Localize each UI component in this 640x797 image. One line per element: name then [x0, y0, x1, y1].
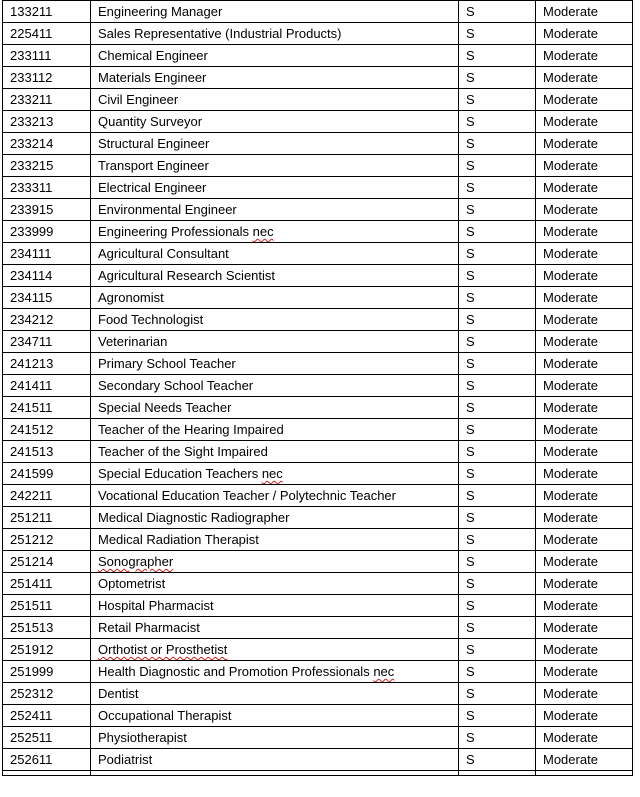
availability-cell: Moderate — [536, 529, 633, 551]
occupation-title-cell: Teacher of the Sight Impaired — [91, 441, 459, 463]
occupation-code-cell: 233111 — [3, 45, 91, 67]
availability-cell: Moderate — [536, 683, 633, 705]
occupation-title-cell: Agricultural Consultant — [91, 243, 459, 265]
list-flag-cell: S — [459, 23, 536, 45]
availability-cell: Moderate — [536, 397, 633, 419]
occupation-code-cell: 234114 — [3, 265, 91, 287]
availability-cell: Moderate — [536, 243, 633, 265]
list-flag-cell: S — [459, 705, 536, 727]
occupation-code-cell: 251411 — [3, 573, 91, 595]
availability-cell: Moderate — [536, 353, 633, 375]
list-flag-cell: S — [459, 45, 536, 67]
occupation-title-cell: Special Needs Teacher — [91, 397, 459, 419]
list-flag-cell: S — [459, 309, 536, 331]
list-flag-cell: S — [459, 397, 536, 419]
availability-cell: Moderate — [536, 221, 633, 243]
availability-cell: Moderate — [536, 375, 633, 397]
table-row — [3, 771, 633, 776]
table-row — [3, 287, 633, 309]
availability-cell: Moderate — [536, 89, 633, 111]
list-flag-cell: S — [459, 287, 536, 309]
table-row — [3, 265, 633, 287]
occupation-code-cell: 252312 — [3, 683, 91, 705]
occupation-code-cell: 233915 — [3, 199, 91, 221]
occupation-title-cell: Health Diagnostic and Promotion Professionals nec — [91, 661, 459, 683]
table-row — [3, 749, 633, 771]
list-flag-cell: S — [459, 485, 536, 507]
occupation-title-cell: Materials Engineer — [91, 67, 459, 89]
occupation-code-cell: 251999 — [3, 661, 91, 683]
list-flag-cell: S — [459, 375, 536, 397]
list-flag-cell: S — [459, 221, 536, 243]
occupation-code-cell: 252611 — [3, 749, 91, 771]
list-flag-cell: S — [459, 529, 536, 551]
table-row — [3, 485, 633, 507]
occupation-title-cell: Primary School Teacher — [91, 353, 459, 375]
table-row — [3, 177, 633, 199]
occupation-code-cell: 241511 — [3, 397, 91, 419]
table-row — [3, 111, 633, 133]
occupation-title-cell: Special Education Teachers nec — [91, 463, 459, 485]
occupation-title-cell: Chemical Engineer — [91, 45, 459, 67]
availability-cell: Moderate — [536, 485, 633, 507]
occupation-code-cell: 251511 — [3, 595, 91, 617]
occupation-code-cell: 241411 — [3, 375, 91, 397]
list-flag-cell: S — [459, 683, 536, 705]
occupation-code-cell: 251211 — [3, 507, 91, 529]
occupation-title-cell: Dentist — [91, 683, 459, 705]
availability-cell: Moderate — [536, 595, 633, 617]
table-row — [3, 243, 633, 265]
table-row — [3, 661, 633, 683]
occupation-title-cell: Retail Pharmacist — [91, 617, 459, 639]
occupation-title-cell: Physiotherapist — [91, 727, 459, 749]
occupation-code-cell: 233211 — [3, 89, 91, 111]
occupation-title-cell: Teacher of the Hearing Impaired — [91, 419, 459, 441]
occupation-title-cell: Environmental Engineer — [91, 199, 459, 221]
occupation-title-cell: Transport Engineer — [91, 155, 459, 177]
occupation-code-cell: 251513 — [3, 617, 91, 639]
availability-cell: Moderate — [536, 507, 633, 529]
occupation-code-cell: 233213 — [3, 111, 91, 133]
occupation-code-cell: 233311 — [3, 177, 91, 199]
availability-cell: Moderate — [536, 309, 633, 331]
list-flag-cell: S — [459, 177, 536, 199]
list-flag-cell: S — [459, 617, 536, 639]
occupation-title-cell: Agronomist — [91, 287, 459, 309]
table-row — [3, 331, 633, 353]
availability-cell: Moderate — [536, 573, 633, 595]
occupation-code-cell: 233112 — [3, 67, 91, 89]
occupation-title-cell: Engineering Professionals nec — [91, 221, 459, 243]
occupation-title-cell: Medical Diagnostic Radiographer — [91, 507, 459, 529]
availability-cell: Moderate — [536, 749, 633, 771]
table-row — [3, 573, 633, 595]
table-row — [3, 199, 633, 221]
availability-cell: Moderate — [536, 155, 633, 177]
table-row — [3, 155, 633, 177]
availability-cell: Moderate — [536, 441, 633, 463]
occupation-title-cell: Optometrist — [91, 573, 459, 595]
table-row — [3, 375, 633, 397]
occupation-title-cell: Sales Representative (Industrial Products) — [91, 23, 459, 45]
availability-cell: Moderate — [536, 617, 633, 639]
list-flag-cell: S — [459, 463, 536, 485]
occupation-title-cell: Engineering Manager — [91, 1, 459, 23]
table-row — [3, 595, 633, 617]
occupation-code-cell: 133211 — [3, 1, 91, 23]
occupation-code-cell: 241513 — [3, 441, 91, 463]
table-row — [3, 705, 633, 727]
table-row — [3, 89, 633, 111]
table-row — [3, 507, 633, 529]
availability-cell: Moderate — [536, 177, 633, 199]
occupation-title-cell: Podiatrist — [91, 749, 459, 771]
occupation-code-cell: 233215 — [3, 155, 91, 177]
occupation-title-cell: Structural Engineer — [91, 133, 459, 155]
availability-cell: Moderate — [536, 23, 633, 45]
availability-cell: Moderate — [536, 419, 633, 441]
occupation-title-cell: Civil Engineer — [91, 89, 459, 111]
list-flag-cell: S — [459, 199, 536, 221]
table-row — [3, 639, 633, 661]
occupation-code-cell: 233999 — [3, 221, 91, 243]
table-row — [3, 45, 633, 67]
table-row — [3, 1, 633, 23]
spellcheck-underline: nec — [252, 224, 274, 239]
spellcheck-underline: nec — [373, 664, 395, 679]
occupation-code-cell: 241599 — [3, 463, 91, 485]
availability-cell: Moderate — [536, 265, 633, 287]
occupation-code-cell: 233214 — [3, 133, 91, 155]
occupation-code-cell: 241512 — [3, 419, 91, 441]
list-flag-cell — [459, 771, 536, 776]
availability-cell: Moderate — [536, 705, 633, 727]
list-flag-cell: S — [459, 573, 536, 595]
availability-cell: Moderate — [536, 331, 633, 353]
occupation-title-cell: Hospital Pharmacist — [91, 595, 459, 617]
list-flag-cell: S — [459, 67, 536, 89]
occupation-title-cell: Medical Radiation Therapist — [91, 529, 459, 551]
availability-cell: Moderate — [536, 639, 633, 661]
table-row — [3, 551, 633, 573]
occupation-code-cell: 234111 — [3, 243, 91, 265]
list-flag-cell: S — [459, 243, 536, 265]
occupation-code-cell: 251214 — [3, 551, 91, 573]
table-row — [3, 529, 633, 551]
table-row — [3, 67, 633, 89]
availability-cell: Moderate — [536, 661, 633, 683]
list-flag-cell: S — [459, 1, 536, 23]
list-flag-cell: S — [459, 353, 536, 375]
list-flag-cell: S — [459, 265, 536, 287]
occupation-title-cell — [91, 771, 459, 776]
occupation-code-cell: 252411 — [3, 705, 91, 727]
occupation-code-cell: 225411 — [3, 23, 91, 45]
availability-cell: Moderate — [536, 287, 633, 309]
list-flag-cell: S — [459, 419, 536, 441]
occupation-title-cell: Food Technologist — [91, 309, 459, 331]
list-flag-cell: S — [459, 595, 536, 617]
occupation-title-cell — [91, 639, 459, 661]
table-row — [3, 617, 633, 639]
list-flag-cell: S — [459, 727, 536, 749]
list-flag-cell: S — [459, 551, 536, 573]
occupation-table-body — [3, 1, 633, 776]
list-flag-cell: S — [459, 749, 536, 771]
availability-cell: Moderate — [536, 727, 633, 749]
availability-cell: Moderate — [536, 1, 633, 23]
occupation-code-cell: 251212 — [3, 529, 91, 551]
table-row — [3, 221, 633, 243]
list-flag-cell: S — [459, 661, 536, 683]
list-flag-cell: S — [459, 89, 536, 111]
occupation-table — [2, 0, 633, 776]
list-flag-cell: S — [459, 133, 536, 155]
occupation-code-cell: 242211 — [3, 485, 91, 507]
spellcheck-underline: Orthotist or Prosthetist — [98, 642, 228, 657]
occupation-code-cell: 234212 — [3, 309, 91, 331]
table-row — [3, 133, 633, 155]
table-row — [3, 683, 633, 705]
occupation-title-cell — [91, 551, 459, 573]
occupation-code-cell: 252511 — [3, 727, 91, 749]
table-row — [3, 419, 633, 441]
availability-cell: Moderate — [536, 463, 633, 485]
list-flag-cell: S — [459, 111, 536, 133]
spellcheck-underline: nec — [261, 466, 283, 481]
list-flag-cell: S — [459, 441, 536, 463]
table-row — [3, 441, 633, 463]
list-flag-cell: S — [459, 639, 536, 661]
occupation-title-cell: Quantity Surveyor — [91, 111, 459, 133]
availability-cell: Moderate — [536, 67, 633, 89]
availability-cell: Moderate — [536, 199, 633, 221]
occupation-code-cell — [3, 771, 91, 776]
occupation-title-cell: Vocational Education Teacher / Polytechnic Teacher — [91, 485, 459, 507]
occupation-title-cell: Occupational Therapist — [91, 705, 459, 727]
list-flag-cell: S — [459, 507, 536, 529]
occupation-title-cell: Electrical Engineer — [91, 177, 459, 199]
table-row — [3, 727, 633, 749]
occupation-code-cell: 241213 — [3, 353, 91, 375]
list-flag-cell: S — [459, 331, 536, 353]
occupation-title-cell: Agricultural Research Scientist — [91, 265, 459, 287]
spellcheck-underline: Sonographer — [98, 554, 174, 569]
availability-cell: Moderate — [536, 111, 633, 133]
occupation-title-cell: Veterinarian — [91, 331, 459, 353]
occupation-title-cell: Secondary School Teacher — [91, 375, 459, 397]
availability-cell: Moderate — [536, 45, 633, 67]
list-flag-cell: S — [459, 155, 536, 177]
occupation-code-cell: 234711 — [3, 331, 91, 353]
table-row — [3, 23, 633, 45]
availability-cell: Moderate — [536, 551, 633, 573]
table-row — [3, 353, 633, 375]
availability-cell: Moderate — [536, 133, 633, 155]
occupation-code-cell: 234115 — [3, 287, 91, 309]
table-row — [3, 463, 633, 485]
table-row — [3, 397, 633, 419]
availability-cell — [536, 771, 633, 776]
occupation-code-cell: 251912 — [3, 639, 91, 661]
table-row — [3, 309, 633, 331]
